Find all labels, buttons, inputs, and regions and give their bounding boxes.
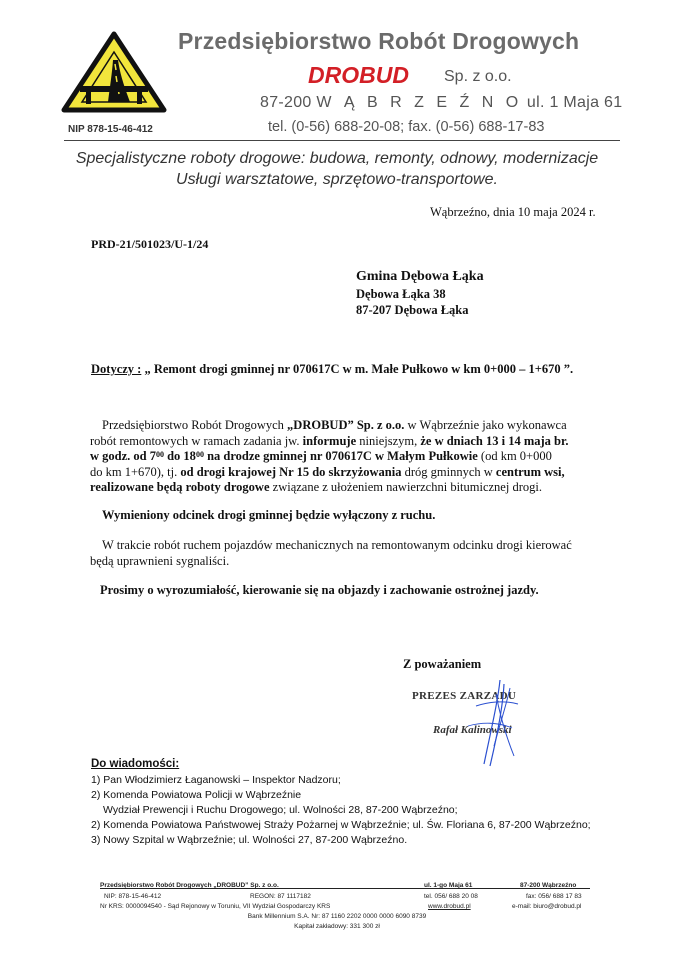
recipient-city: 87-207 Dębowa Łąka xyxy=(356,303,469,317)
paragraph-request: Prosimy o wyrozumiałość, kierowanie się na objazdy i zachowanie ostrożnej jazdy. xyxy=(100,583,539,597)
handwritten-signature xyxy=(448,676,538,768)
footer-tel: tel. 056/ 688 20 08 xyxy=(424,893,478,900)
recipient-name: Gmina Dębowa Łąka xyxy=(356,269,484,284)
stamp-title: PREZES ZARZĄDU xyxy=(412,690,517,702)
paragraph-main-line-4: do km 1+670), tj. od drogi krajowej Nr 15 do skrzyżowania dróg gminnych w centrum wsi, xyxy=(90,464,565,479)
paragraph-main-line-1: Przedsiębiorstwo Robót Drogowych „DROBUD” Sp. z o.o. w Wąbrzeźnie jako wykonawca xyxy=(102,418,567,432)
paragraph-closure: Wymieniony odcinek drogi gminnej będzie wyłączony z ruchu. xyxy=(102,508,436,522)
footer-fax: fax: 056/ 688 17 83 xyxy=(526,893,582,900)
footer-regon: REGON: 87 1117182 xyxy=(250,893,311,900)
subject-text: „ Remont drogi gminnej nr 070617C w m. Małe Pułkowo w km 0+000 – 1+670 ”. xyxy=(141,362,574,376)
footer-capital: Kapitał zakładowy: 331 300 zł xyxy=(294,923,380,930)
footer-www[interactable]: www.drobud.pl xyxy=(428,903,471,910)
street: ul. 1 Maja 61 xyxy=(526,94,623,111)
cc-item: 2) Komenda Powiatowa Państwowej Straży Pożarnej w Wąbrzeźnie; ul. Św. Floriana 6, 87-200 Wąbrzeźno; xyxy=(91,819,591,831)
subject-line xyxy=(91,362,573,377)
paragraph-main-line-2: robót remontowych w ramach zadania jw. informuje niniejszym, że w dniach 13 i 14 maja br. xyxy=(90,433,569,448)
subject-label: Dotyczy : xyxy=(91,362,142,376)
paragraph-signalmen: W trakcie robót ruchem pojazdów mechanicznych na remontowanym odcinku drogi kierować będą uprawnieni sygnaliści. xyxy=(90,538,572,568)
cc-title: Do wiadomości: xyxy=(91,758,180,770)
paragraph-main xyxy=(90,418,605,496)
footer-street: ul. 1-go Maja 61 xyxy=(424,882,473,889)
footer-nip: NIP: 878-15-46-412 xyxy=(104,893,162,900)
city: W Ą B R Z E Ź N O xyxy=(316,94,523,111)
footer-company: Przedsiębiorstwo Robót Drogowych „DROBUD” Sp. z o.o. xyxy=(100,882,279,889)
closing-salutation: Z poważaniem xyxy=(403,657,482,671)
paragraph-main-line-3: w godz. od $7^{00}$ do $18^{00}$ na drodze gminnej nr 070617C w Małym Pułkowie (od km 0+000 xyxy=(90,449,552,463)
recipient-street: Dębowa Łąka 38 xyxy=(356,287,446,301)
specialization-line-1: Specjalistyczne roboty drogowe: budowa, remonty, odnowy, modernizacje xyxy=(75,150,599,167)
company-logo xyxy=(60,30,168,114)
company-phones: tel. (0-56) 688-20-08; fax. (0-56) 688-17-83 xyxy=(268,119,545,135)
footer-email[interactable]: e-mail: biuro@drobud.pl xyxy=(512,903,582,910)
cc-item: 2) Komenda Powiatowa Policji w Wąbrzeźnie xyxy=(91,789,302,801)
cc-item: Wydział Prewencji i Ruchu Drogowego; ul. Wolności 28, 87-200 Wąbrzeźno; xyxy=(103,804,458,816)
company-address xyxy=(260,94,622,112)
legal-form: Sp. z o.o. xyxy=(444,68,512,85)
header-divider xyxy=(64,140,620,141)
footer-divider xyxy=(100,888,590,889)
cc-item: 3) Nowy Szpital w Wąbrzeźnie; ul. Wolności 27, 87-200 Wąbrzeźno. xyxy=(91,834,408,846)
cc-item: 1) Pan Włodzimierz Łaganowski – Inspektor Nadzoru; xyxy=(91,774,341,786)
footer-krs: Nr KRS: 0000094540 - Sąd Rejonowy w Toruniu, VII Wydział Gospodarczy KRS xyxy=(100,903,331,910)
nip-number: NIP 878-15-46-412 xyxy=(68,124,153,135)
reference-number: PRD-21/501023/U-1/24 xyxy=(91,237,209,251)
stamp-name: Rafał Kalinowski xyxy=(433,724,512,736)
postal-code: 87-200 xyxy=(260,94,312,111)
footer-city: 87-200 Wąbrzeźno xyxy=(520,882,577,889)
paragraph-main-line-5: realizowane będą roboty drogowe związane z ułożeniem nawierzchni bitumicznej drogi. xyxy=(90,480,542,494)
place-date: Wąbrzeźno, dnia 10 maja 2024 r. xyxy=(430,205,596,219)
brand-name: DROBUD xyxy=(308,62,409,88)
company-name: Przedsiębiorstwo Robót Drogowych xyxy=(178,28,580,54)
footer-bank: Bank Millennium S.A. Nr: 87 1160 2202 0000 0000 6090 8739 xyxy=(247,913,427,920)
specialization-line-2: Usługi warsztatowe, sprzętowo-transportowe. xyxy=(176,171,498,188)
